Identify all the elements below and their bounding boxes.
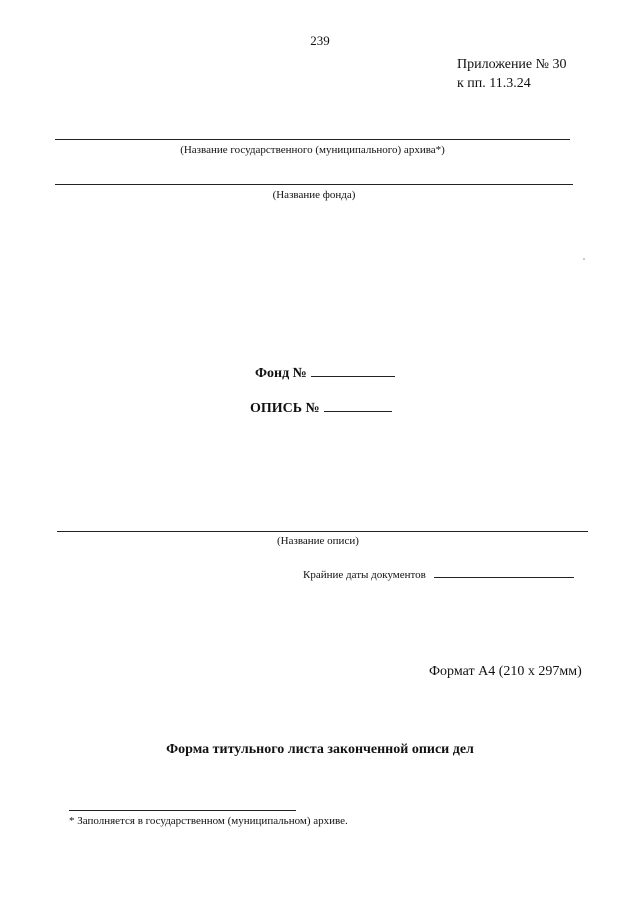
appendix-clause: к пп. 11.3.24 [457, 76, 531, 91]
opis-number-blank [324, 397, 392, 412]
archive-name-caption: (Название государственного (муниципального) архива*) [180, 144, 445, 156]
scan-speck [583, 258, 585, 260]
opis-name-line [57, 531, 588, 532]
appendix-number: Приложение № 30 [457, 57, 567, 72]
page-format-note: Формат А4 (210 х 297мм) [429, 664, 582, 679]
fond-name-caption: (Название фонда) [272, 189, 356, 201]
fond-number-blank [311, 362, 395, 377]
archive-name-line [55, 139, 570, 140]
opis-number-row [250, 397, 392, 417]
document-dates-row [303, 565, 574, 583]
fond-number-row [255, 362, 395, 382]
footnote: * Заполняется в государственном (муниципальном) архиве. [69, 815, 348, 827]
fond-number-label: Фонд № [255, 366, 307, 381]
document-dates-blank [434, 566, 574, 578]
opis-name-caption: (Название описи) [277, 535, 359, 547]
opis-number-label: ОПИСЬ № [250, 401, 320, 416]
appendix-reference [457, 55, 567, 93]
form-title: Форма титульного листа законченной описи дел [166, 742, 474, 757]
footnote-separator [69, 810, 296, 811]
page-number: 239 [310, 33, 330, 48]
fond-name-line [55, 184, 573, 185]
document-dates-label: Крайние даты документов [303, 569, 426, 581]
